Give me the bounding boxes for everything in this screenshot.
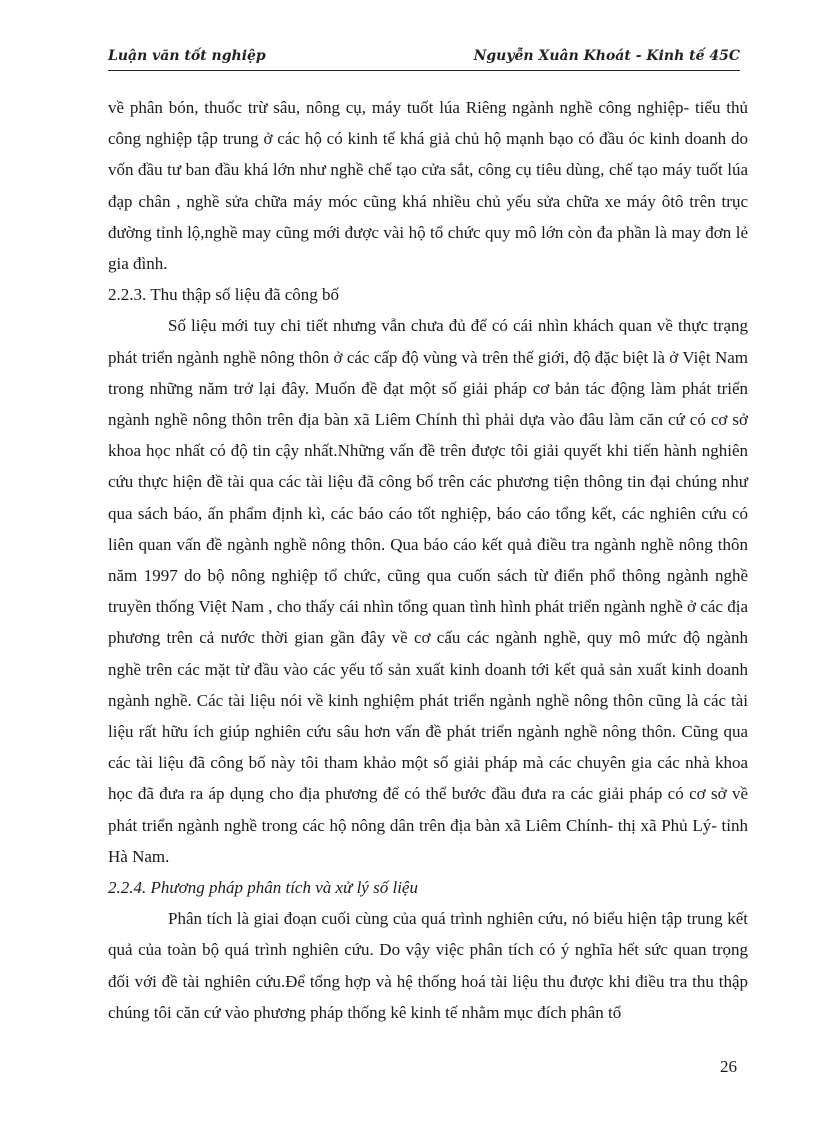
paragraph-published-data: Số liệu mới tuy chi tiết nhưng vẫn chưa đủ để có cái nhìn khách quan về thực trạng phát triển ngành nghề nông thôn ở các cấp độ vùng và trên thế giới, độ đặc biệt là ở Việt Nam trong những năm trở lại đây. Muốn đề đạt một số giải pháp cơ bản tác động làm phát triển ngành nghề nông thôn trên địa bàn xã Liêm Chính thì phải dựa vào đâu làm căn cứ có cơ sở khoa học nhất có độ tin cậy nhất.Những vấn đề trên được tôi giải quyết khi tiến hành nghiên cứu thực hiện đề tài qua các tài liệu đã công bố trên các phương tiện thông tin đại chúng như qua sách báo, ấn phẩm định kì, các báo cáo tốt nghiệp, báo cáo tổng kết, các nghiên cứu có liên quan vấn đề ngành nghề nông thôn. Qua báo cáo kết quả điều tra ngành nghề nông thôn năm 1997 do bộ nông nghiệp tổ chức, cũng qua cuốn sách từ điển phổ thông ngành nghề truyền thống Việt Nam , cho thấy cái nhìn tổng quan tình hình phát triển ngành nghề ở các địa phương trên cả nước thời gian gần đây về cơ cấu các ngành nghề, quy mô mức độ ngành nghề trên các mặt từ đầu vào các yếu tố sản xuất kinh doanh tới kết quả sản xuất kinh doanh ngành nghề. Các tài liệu nói về kinh nghiệm phát triển ngành nghề nông thôn cũng là các tài liệu rất hữu ích giúp nghiên cứu sâu hơn vấn đề phát triển ngành nghề nông thôn. Cũng qua các tài liệu đã công bố này tôi tham khảo một số giải pháp mà các chuyên gia các nhà khoa học đã đưa ra áp dụng cho địa phương để có thể bước đầu đưa ra các giải pháp có cơ sở về phát triển ngành nghề trong các hộ nông dân trên địa bàn xã Liêm Chính- thị xã Phủ Lý- tỉnh Hà Nam. xyxy=(108,316,748,866)
page-number: 26 xyxy=(720,1057,737,1076)
section-heading-2-2-3: 2.2.3. Thu thập số liệu đã công bố xyxy=(108,285,340,305)
page-body xyxy=(108,92,748,1028)
header-author-label: Nguyễn Xuân Khoát - Kinh tế 45C xyxy=(473,48,740,64)
header-thesis-label: Luận văn tốt nghiệp xyxy=(108,48,266,64)
section-heading-2-2-4: 2.2.4. Phương pháp phân tích và xử lý số liệu xyxy=(108,878,418,898)
paragraph-intro: về phân bón, thuốc trừ sâu, nông cụ, máy tuốt lúa Riêng ngành nghề công nghiệp- tiểu thủ công nghiệp tập trung ở các hộ có kinh tế khá giả chủ hộ mạnh bạo có đầu óc kinh doanh do vốn đầu tư ban đầu khá lớn như nghề chế tạo cửa sắt, công cụ tiêu dùng, chế tạo máy tuốt lúa đạp chân , nghề sửa chữa máy móc cũng khá nhiều chủ yếu sửa chữa xe máy ôtô trên trục đường tỉnh lộ,nghề may cũng mới được vài hộ tổ chức quy mô lớn còn đa phần là may đơn lẻ gia đình. xyxy=(108,98,748,274)
paragraph-analysis: Phân tích là giai đoạn cuối cùng của quá trình nghiên cứu, nó biểu hiện tập trung kết quả của toàn bộ quá trình nghiên cứu. Do vậy việc phân tích có ý nghĩa hết sức quan trọng đối với đề tài nghiên cứu.Để tổng hợp và hệ thống hoá tài liệu thu được khi điều tra thu thập chúng tôi căn cứ vào phương pháp thống kê kinh tế nhằm mục đích phân tổ xyxy=(108,909,748,1022)
page-header xyxy=(108,42,740,71)
